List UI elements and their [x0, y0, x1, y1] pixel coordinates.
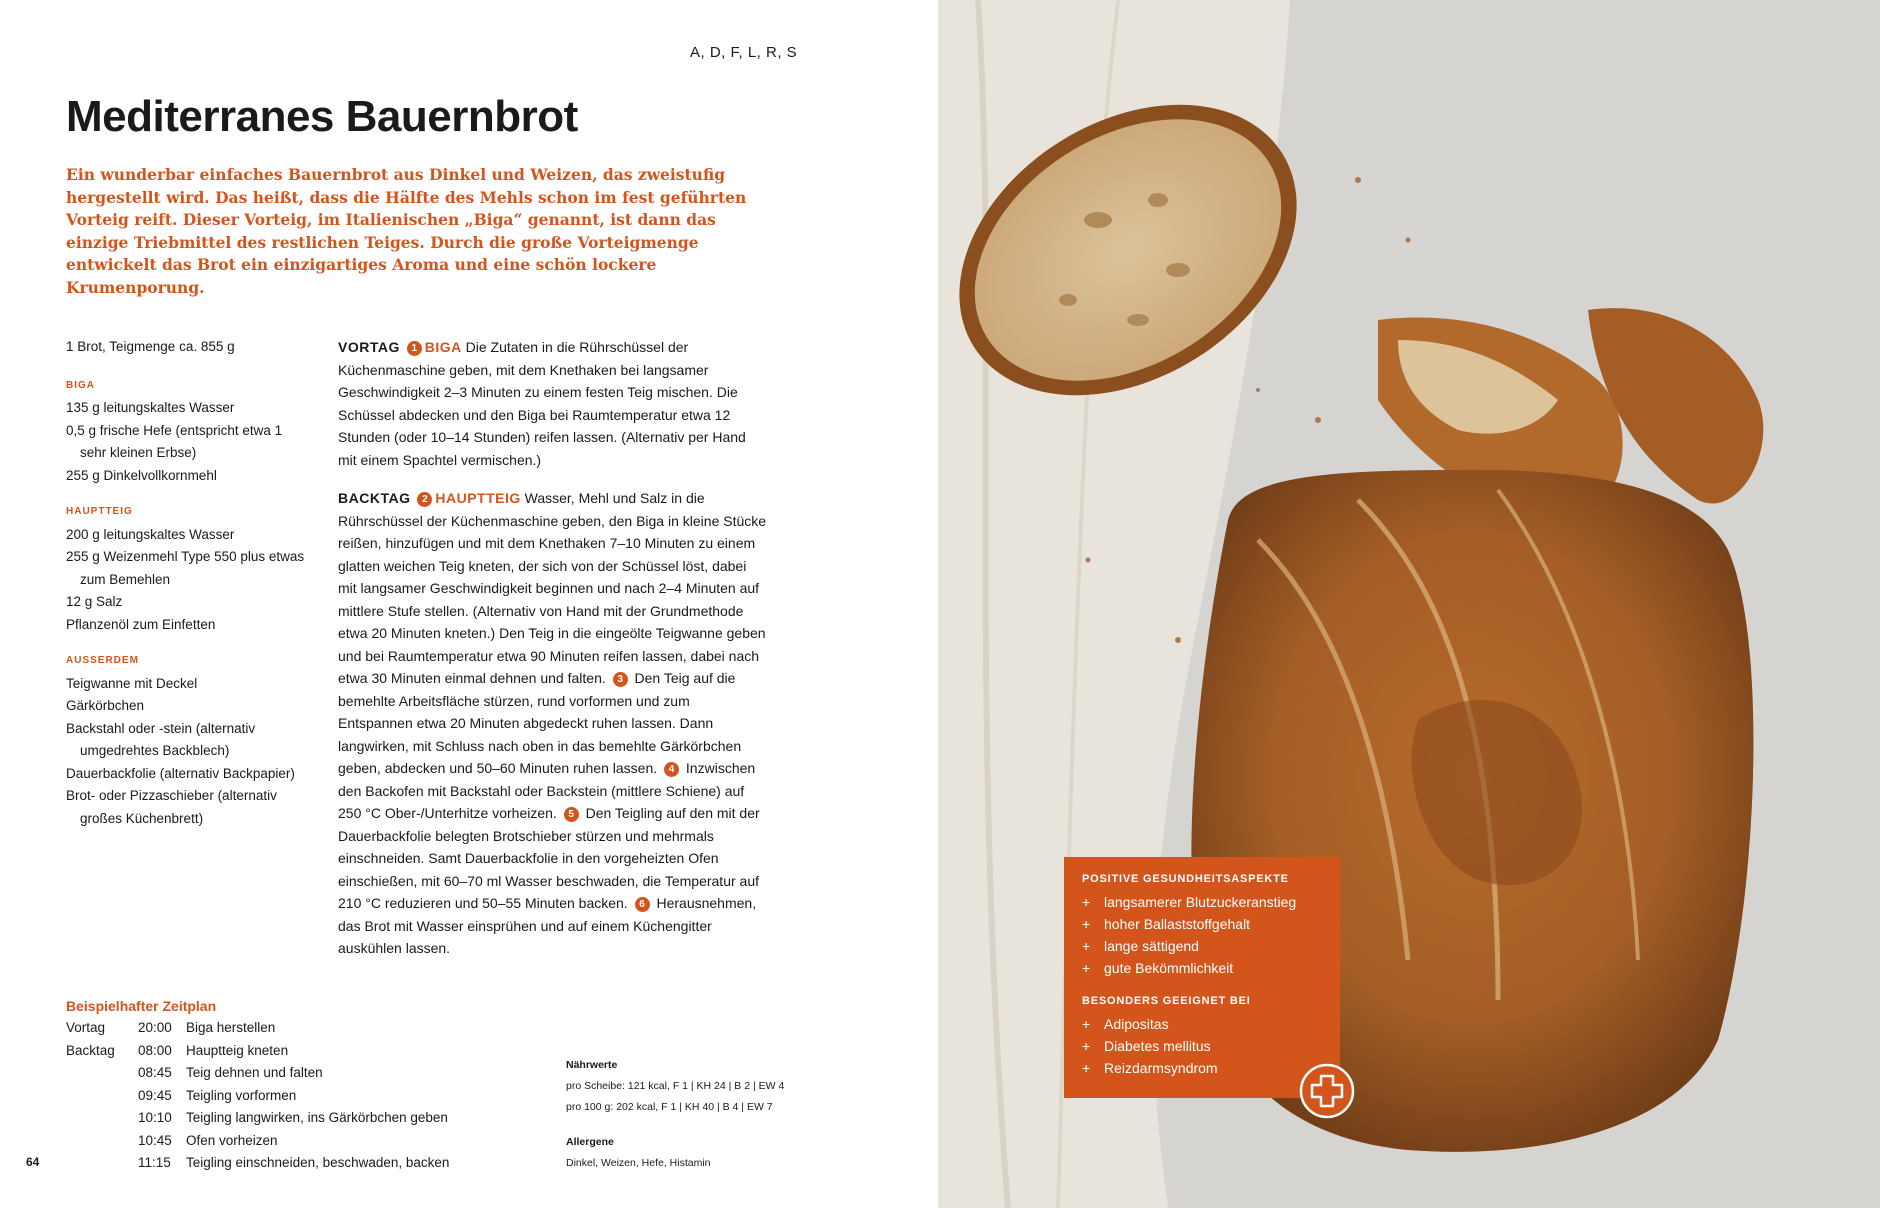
- health-item-label: langsamerer Blutzuckeranstieg: [1104, 894, 1297, 910]
- crumb-speck: [1355, 177, 1361, 183]
- ingredient-item: Brot- oder Pizzaschieber (alternativ großes Küchenbrett): [66, 788, 277, 826]
- schedule-row: [66, 1017, 496, 1040]
- schedule-task: Hauptteig kneten: [186, 1042, 289, 1058]
- schedule-task: Teig dehnen und falten: [186, 1065, 323, 1080]
- plus-icon: +: [1082, 894, 1091, 910]
- nutrition-per-100g: pro 100 g: 202 kcal, F 1 | KH 40 | B 4 | EW 7: [566, 1101, 773, 1113]
- schedule-task: Ofen vorheizen: [186, 1132, 278, 1148]
- schedule-row: [66, 1085, 496, 1108]
- recipe-intro: Ein wunderbar einfaches Bauernbrot aus Dinkel und Weizen, das zweistufig hergestellt wird. Das heißt, dass die Hälfte des Mehls schon im fest geführten Vorteig reift. Dieser Vorteig, im Italienischen „Biga“ genannt, ist dann das einzige Triebmittel des restlichen Teiges. Durch die große Vorteigmenge entwickelt das Brot ein einzigartiges Aroma und eine schön lockere Krumenporung.: [66, 165, 747, 297]
- health-item: [1082, 935, 1340, 957]
- plus-icon: +: [1082, 1038, 1091, 1054]
- crumb-hole: [1127, 314, 1149, 326]
- health-item-label: hoher Ballaststoffgehalt: [1104, 916, 1251, 932]
- schedule-day: Backtag: [66, 1042, 115, 1058]
- step-vortag: [338, 336, 768, 471]
- health-item: [1082, 1013, 1340, 1035]
- health-item: [1082, 957, 1340, 979]
- ingredient-item: 200 g leitungskaltes Wasser: [66, 526, 235, 542]
- schedule-time: 11:15: [138, 1155, 171, 1170]
- schedule-time: 08:45: [138, 1065, 172, 1080]
- health-item-label: Reizdarmsyndrom: [1104, 1060, 1218, 1076]
- ingredient-group-heading: BIGA: [66, 379, 95, 391]
- crumb-speck: [1175, 637, 1181, 643]
- step-number-badge: 3: [613, 672, 628, 687]
- nutrition-per-slice: pro Scheibe: 121 kcal, F 1 | KH 24 | B 2 | EW 4: [566, 1080, 785, 1092]
- bread-photo-page: [938, 0, 1880, 1208]
- suitable-heading: BESONDERS GEEIGNET BEI: [1082, 995, 1251, 1007]
- yield-text: 1 Brot, Teigmenge ca. 855 g: [66, 339, 235, 354]
- step-sub-label: BIGA: [424, 339, 462, 355]
- crumb-speck: [1315, 417, 1321, 423]
- schedule-row: [66, 1130, 496, 1153]
- step-text: Wasser, Mehl und Salz in die Rührschüssel der Küchenmaschine geben, den Biga in kleine Stücke reißen, hinzufügen und mit dem Knethaken 7–10 Minuten zu einem glatten weichen Teig kneten, der sich von der Schüssel löst, dabei mit langsamer Geschwindigkeit beginnen und nach 2–4 Minuten auf mittlere Stufe stellen. (Alternativ von Hand mit der Grundmethode etwa 20 Minuten kneten.) Den Teig in die eingeölte Teigwanne geben und bei Raumtemperatur etwa 90 Minuten reifen lassen, dabei nach etwa 30 Minuten einmal dehnen und falten.: [338, 490, 767, 686]
- page-number: 64: [26, 1155, 40, 1169]
- ingredient-item: Teigwanne mit Deckel: [66, 675, 198, 691]
- allergens-title: Allergene: [566, 1136, 614, 1148]
- plus-icon: +: [1082, 938, 1091, 954]
- schedule-task: Teigling einschneiden, beschwaden, backen: [186, 1155, 450, 1170]
- ingredient-group-hauptteig: [66, 501, 306, 636]
- plus-icon: +: [1082, 960, 1091, 976]
- schedule-time: 10:10: [138, 1110, 172, 1125]
- ingredient-group-biga: [66, 375, 306, 488]
- schedule-task: Teigling vorformen: [186, 1087, 297, 1103]
- crumb-speck: [1086, 558, 1091, 563]
- schedule-task: Teigling langwirken, ins Gärkörbchen geben: [186, 1110, 448, 1125]
- schedule-task: Biga herstellen: [186, 1020, 276, 1035]
- ingredient-group-heading: HAUPTTEIG: [66, 506, 133, 517]
- allergen-codes: A, D, F, L, R, S: [690, 44, 798, 61]
- ingredient-group-ausserdem: [66, 650, 306, 830]
- health-item: [1082, 913, 1340, 935]
- crumb-speck: [1256, 388, 1260, 392]
- plus-icon: +: [1082, 916, 1091, 932]
- ingredient-item: Dauerbackfolie (alternativ Backpapier): [66, 765, 295, 781]
- step-number-badge: 6: [635, 897, 650, 912]
- step-backtag: [338, 487, 768, 960]
- ingredient-list: [66, 336, 306, 844]
- crumb-hole: [1084, 212, 1112, 228]
- schedule-row: [66, 1040, 496, 1063]
- step-sub-label: HAUPTTEIG: [435, 490, 521, 506]
- step-text: Die Zutaten in die Rührschüssel der Küchenmaschine geben, mit dem Knethaken bei langsamer Geschwindigkeit 2–3 Minuten zu einem festen Teig mischen. Die Schüssel abdecken und den Biga bei Raumtemperatur etwa 12 Stunden (oder 10–14 Stunden) reifen lassen. (Alternativ per Hand mit einem Spachtel vermischen.): [338, 339, 746, 468]
- crumb-hole: [1148, 193, 1168, 207]
- method-steps: [338, 336, 768, 976]
- step-number-badge: 1: [407, 341, 422, 356]
- plus-icon: +: [1082, 1016, 1091, 1032]
- ingredient-item: Backstahl oder -stein (alternativ umgedrehtes Backblech): [66, 720, 256, 758]
- nutrition-title: Nährwerte: [566, 1059, 618, 1071]
- health-item-label: lange sättigend: [1104, 938, 1199, 954]
- health-heading: POSITIVE GESUNDHEITSASPEKTE: [1082, 873, 1289, 885]
- crumb-speck: [1406, 238, 1411, 243]
- step-number-badge: 2: [417, 492, 432, 507]
- ingredient-item: 255 g Dinkelvollkornmehl: [66, 467, 217, 483]
- step-text: Den Teig auf die bemehlte Arbeitsfläche stürzen, rund vorformen und zum Entspannen etwa 20 Minuten abgedeckt ruhen lassen. Dann langwirken, mit Schluss nach oben in das bemehlte Gärkörbchen geben, abdecken und 50–60 Minuten ruhen lassen.: [338, 670, 742, 776]
- ingredient-item: Pflanzenöl zum Einfetten: [66, 616, 216, 632]
- schedule-day: Vortag: [66, 1020, 106, 1035]
- sample-schedule: [66, 998, 496, 1175]
- ingredient-item: Gärkörbchen: [66, 698, 145, 713]
- schedule-time: 09:45: [138, 1087, 172, 1103]
- step-text: Herausnehmen, das Brot mit Wasser einsprühen und auf einem Küchengitter auskühlen lassen.: [338, 895, 757, 956]
- recipe-page: [0, 0, 938, 1208]
- allergens-list: Dinkel, Weizen, Hefe, Histamin: [566, 1157, 711, 1169]
- step-text: Inzwischen den Backofen mit Backstahl oder Backstein (mittlere Schiene) auf 250 °C Ober-/Unterhitze vorheizen.: [338, 760, 756, 821]
- schedule-time: 10:45: [138, 1132, 172, 1148]
- plus-icon: +: [1082, 1060, 1091, 1076]
- step-number-badge: 5: [564, 807, 579, 822]
- ingredient-group-heading: AUSSERDEM: [66, 655, 139, 666]
- health-item-label: gute Bekömmlichkeit: [1104, 960, 1234, 976]
- ingredient-item: 12 g Salz: [66, 594, 123, 609]
- crumb-hole: [1059, 294, 1077, 306]
- ingredient-item: 135 g leitungskaltes Wasser: [66, 400, 235, 415]
- health-item-label: Adipositas: [1104, 1016, 1169, 1032]
- crumb-hole: [1166, 263, 1190, 277]
- schedule-row: [66, 1152, 496, 1175]
- step-day-label: BACKTAG: [338, 490, 411, 506]
- medical-cross-icon: [1298, 1062, 1356, 1120]
- ingredient-item: 0,5 g frische Hefe (entspricht etwa 1 sehr kleinen Erbse): [66, 422, 283, 460]
- nutrition-info: [566, 1055, 826, 1174]
- schedule-row: [66, 1062, 496, 1085]
- schedule-row: [66, 1107, 496, 1130]
- health-item: [1082, 1035, 1340, 1057]
- schedule-time: 08:00: [138, 1042, 172, 1058]
- health-item-label: Diabetes mellitus: [1104, 1038, 1211, 1054]
- schedule-title: Beispielhafter Zeitplan: [66, 998, 217, 1014]
- step-day-label: VORTAG: [338, 339, 400, 355]
- ingredient-item: 255 g Weizenmehl Type 550 plus etwas zum Bemehlen: [66, 549, 305, 587]
- health-item: [1082, 891, 1340, 913]
- recipe-title: Mediterranes Bauernbrot: [66, 92, 578, 141]
- schedule-time: 20:00: [138, 1020, 172, 1035]
- step-text: Den Teigling auf den mit der Dauerbackfolie belegten Brotschieber stürzen und mehrmals einschneiden. Samt Dauerbackfolie in den vorgeheizten Ofen einschießen, mit 60–70 ml Wasser beschwaden, die Temperatur auf 210 °C reduzieren und 50–55 Minuten backen.: [338, 805, 760, 911]
- step-number-badge: 4: [664, 762, 679, 777]
